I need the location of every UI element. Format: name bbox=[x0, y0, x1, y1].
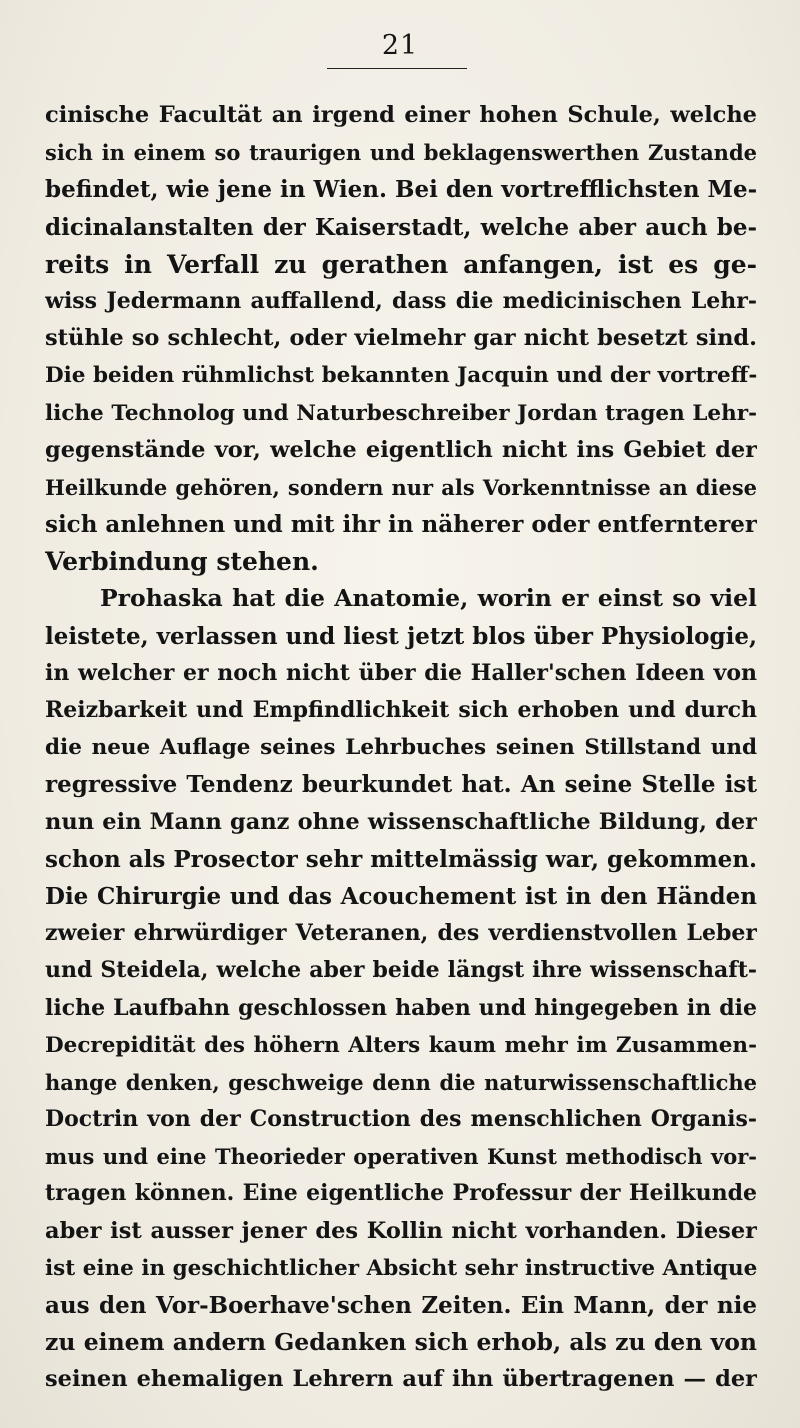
text-line: cinische Facultät an irgend einer hohen Schule, welche bbox=[45, 102, 757, 128]
text-line: nun ein Mann ganz ohne wissenschaftliche Bildung, der bbox=[45, 808, 757, 835]
text-line: Heilkunde gehören, sondern nur als Vorkenntnisse an diese bbox=[45, 474, 757, 500]
header-rule bbox=[327, 68, 467, 69]
text-line: und Steidela, welche aber beide längst ihre wissenschaft- bbox=[45, 957, 757, 984]
text-line: zweier ehrwürdiger Veteranen, des verdienstvollen Leber bbox=[45, 920, 757, 947]
text-line: Die beiden rühmlichst bekannten Jacquin und der vortreff- bbox=[45, 363, 757, 389]
text-line: stühle so schlecht, oder vielmehr gar nicht besetzt sind. bbox=[45, 325, 757, 352]
text-line: ist eine in geschichtlicher Absicht sehr instructive Antique bbox=[45, 1255, 757, 1281]
text-line: tragen können. Eine eigentliche Professur der Heilkunde bbox=[45, 1180, 757, 1207]
text-line: gegenstände vor, welche eigentlich nicht ins Gebiet der bbox=[45, 436, 757, 463]
text-line: aber ist ausser jener des Kollin nicht vorhanden. Dieser bbox=[45, 1217, 757, 1244]
text-line: wiss Jedermann auffallend, dass die medicinischen Lehr- bbox=[45, 287, 757, 314]
text-line: mus und eine Theorieder operativen Kunst methodisch vor- bbox=[45, 1144, 757, 1170]
text-line: seinen ehemaligen Lehrern auf ihn übertragenen — der bbox=[45, 1366, 757, 1393]
text-line: Decrepidität des höhern Alters kaum mehr im Zusammen- bbox=[45, 1032, 757, 1058]
text-line: sich anlehnen und mit ihr in näherer oder entfernterer bbox=[45, 511, 757, 539]
page-number: 21 bbox=[381, 30, 419, 61]
text-line: Die Chirurgie und das Acouchement ist in den Händen bbox=[45, 882, 757, 910]
text-line: liche Technolog und Naturbeschreiber Jordan tragen Lehr- bbox=[45, 400, 757, 426]
text-line: dicinalanstalten der Kaiserstadt, welche aber auch be- bbox=[45, 213, 757, 241]
text-line: schon als Prosector sehr mittelmässig war, gekommen. bbox=[45, 845, 757, 873]
text-line: sich in einem so traurigen und beklagenswerthen Zustande bbox=[45, 140, 757, 166]
text-line: aus den Vor-Boerhave'schen Zeiten. Ein Mann, der nie bbox=[45, 1292, 757, 1319]
text-line: Reizbarkeit und Empfindlichkeit sich erhoben und durch bbox=[45, 697, 757, 723]
text-line: die neue Auflage seines Lehrbuches seinen Stillstand und bbox=[45, 735, 757, 761]
text-line: reits in Verfall zu gerathen anfangen, ist es ge- bbox=[45, 249, 757, 279]
text-line: befindet, wie jene in Wien. Bei den vortrefflichsten Me- bbox=[45, 176, 757, 204]
text-line: regressive Tendenz beurkundet hat. An seine Stelle ist bbox=[45, 771, 757, 799]
text-line: in welcher er noch nicht über die Haller'schen Ideen von bbox=[45, 659, 757, 686]
text-line: leistete, verlassen und liest jetzt blos über Physiologie, bbox=[45, 622, 757, 650]
text-line: hange denken, geschweige denn die naturwissenschaftliche bbox=[45, 1069, 757, 1095]
text-line: liche Laufbahn geschlossen haben und hingegeben in die bbox=[45, 994, 757, 1021]
text-line: Verbindung stehen. bbox=[45, 547, 319, 577]
paragraph-first-line: Prohaska hat die Anatomie, worin er einst so viel bbox=[100, 584, 757, 613]
body-text bbox=[45, 97, 757, 1399]
text-line: zu einem andern Gedanken sich erhob, als zu den von bbox=[45, 1328, 757, 1357]
text-line: Doctrin von der Construction des menschlichen Organis- bbox=[45, 1106, 757, 1133]
